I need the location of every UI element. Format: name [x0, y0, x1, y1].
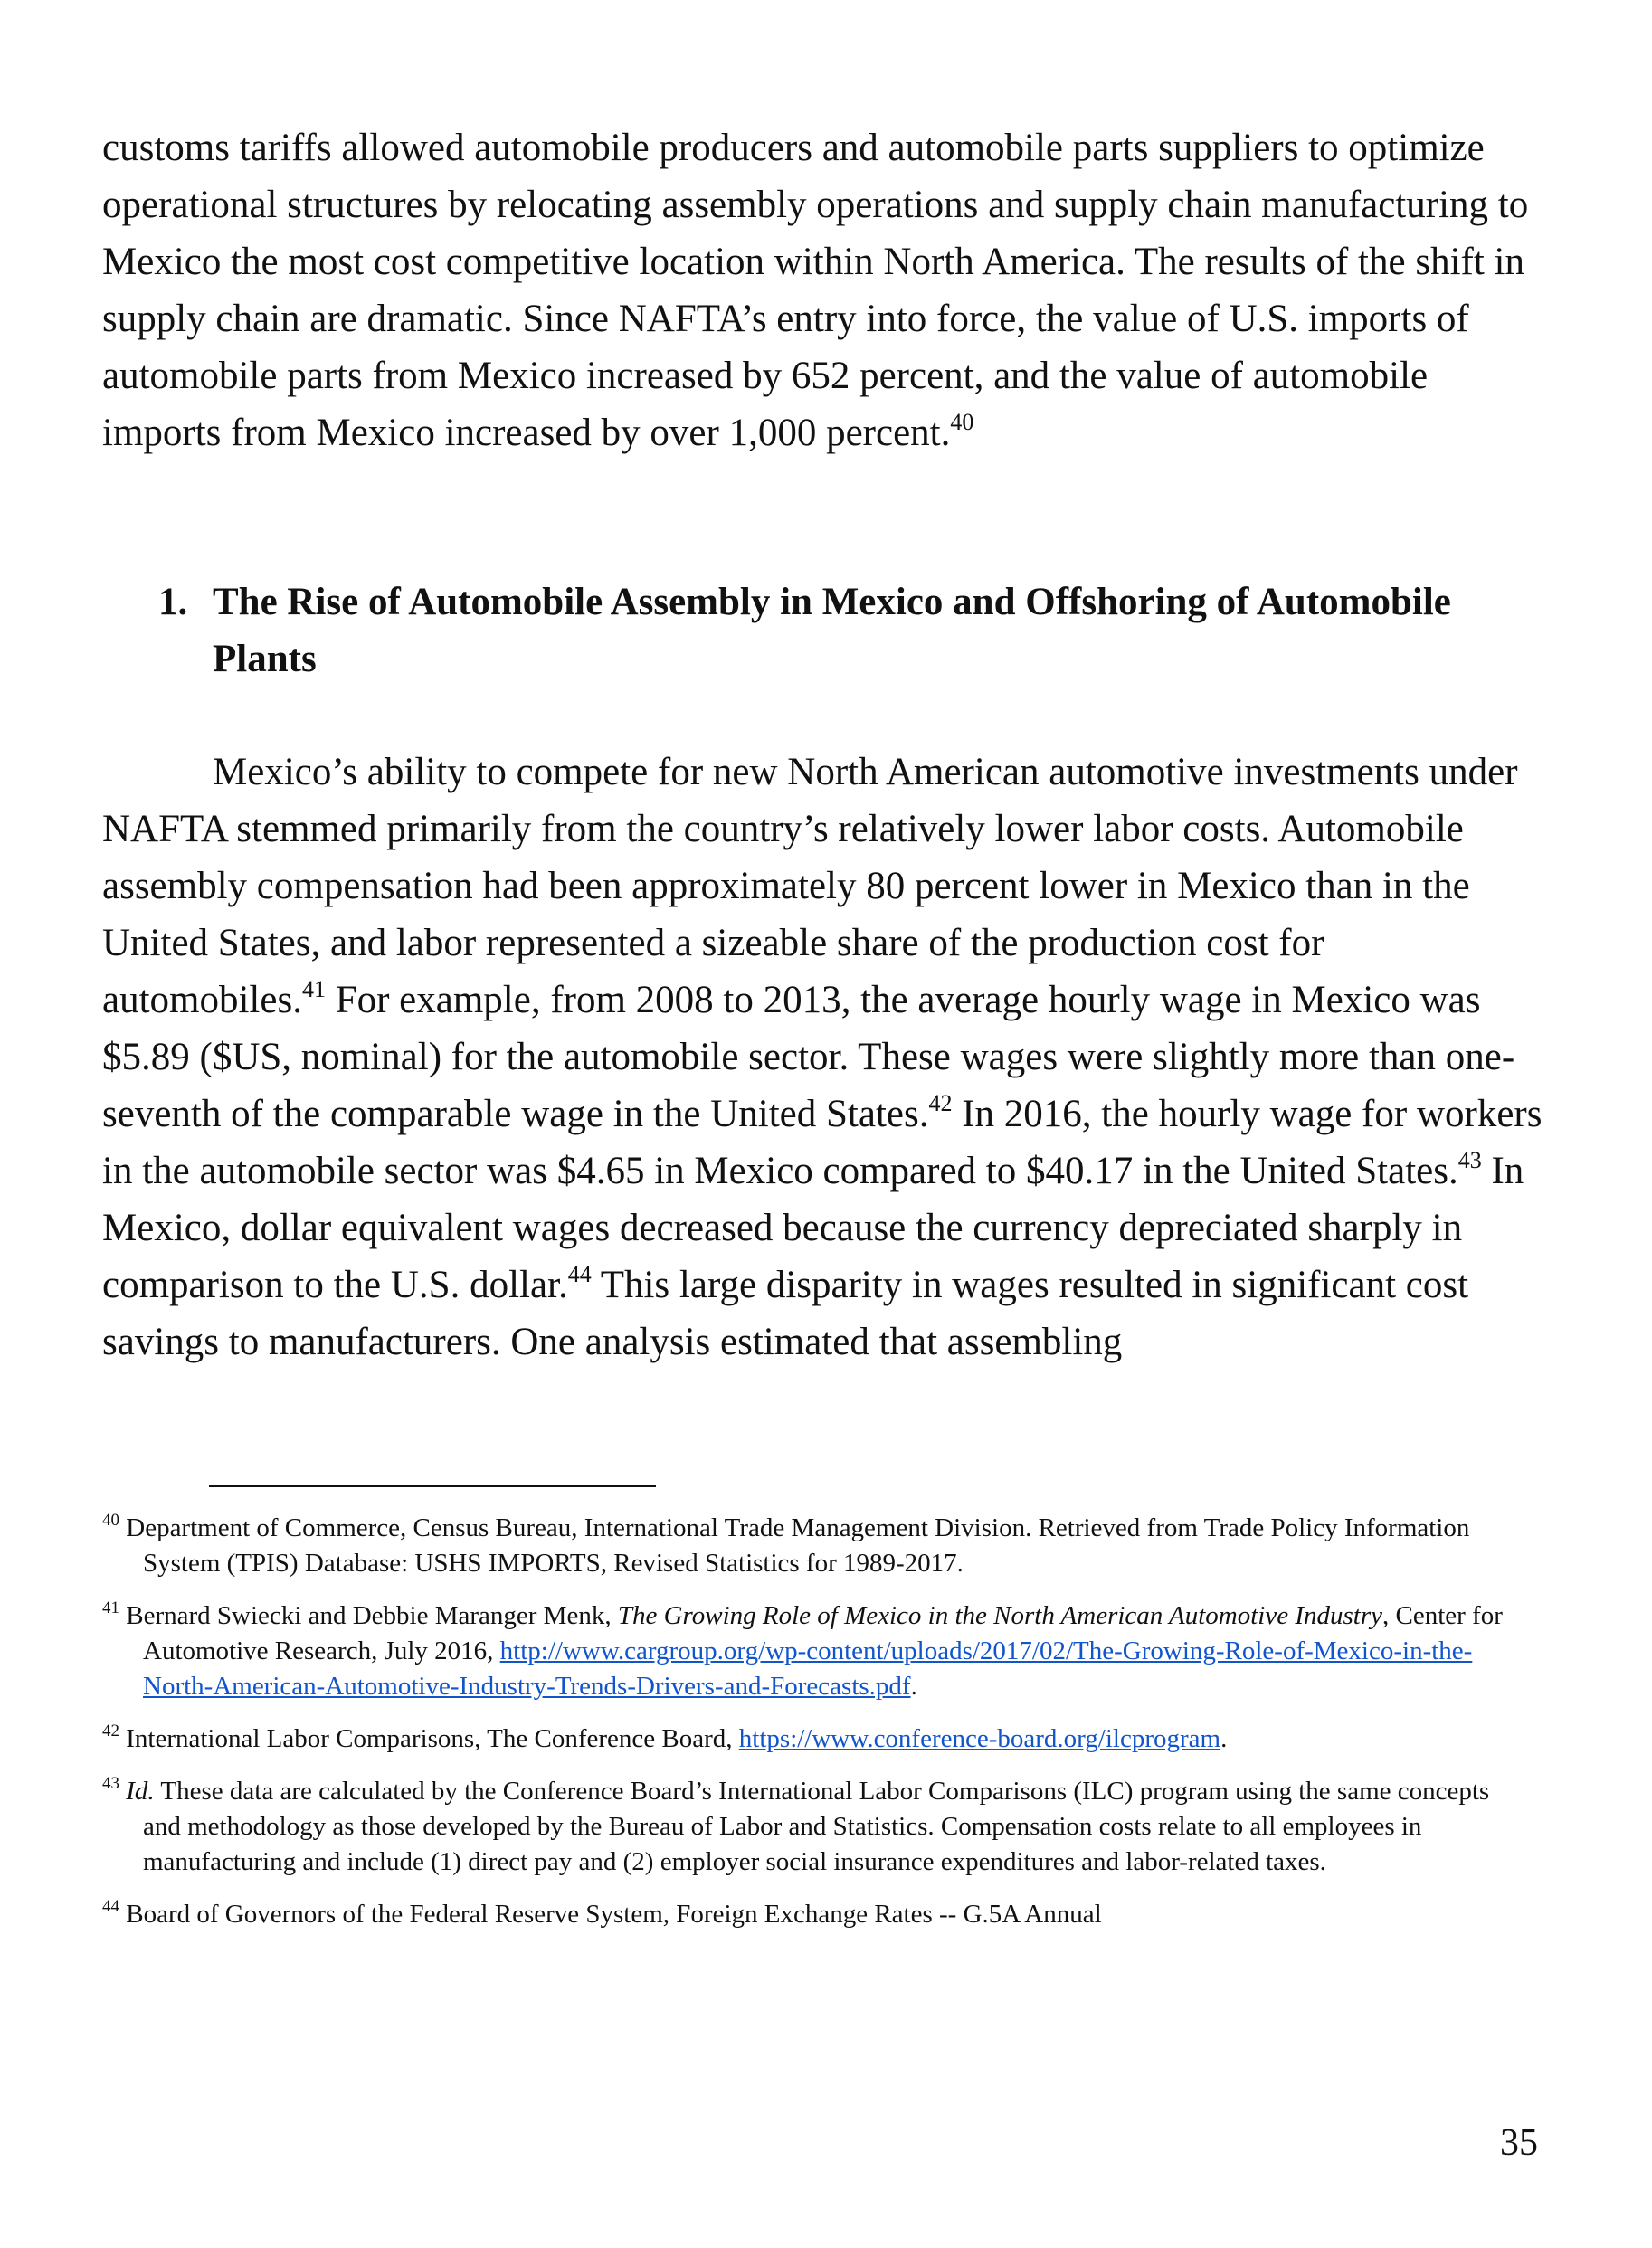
- footnotes-section: [102, 1511, 1514, 1949]
- footnote-publisher: , Center for Automotive Research, July 2016,: [143, 1601, 1503, 1665]
- footnote-text: Board of Governors of the Federal Reserve System, Foreign Exchange Rates -- G.5A Annual: [119, 1900, 1102, 1929]
- footnote-separator: [209, 1485, 656, 1487]
- footnote-ref-43[interactable]: 43: [1457, 1147, 1482, 1173]
- footnote-title: The Growing Role of Mexico in the North American Automotive Industry: [617, 1601, 1383, 1630]
- footnote-number: 42: [102, 1722, 119, 1741]
- footnote-link[interactable]: http://www.cargroup.org/wp-content/uploads/2017/02/The-Growing-Role-of-Mexico-in-the-North-American-Automotive-Industry-Trends-Drivers-and-Forecasts.pdf: [143, 1636, 1473, 1701]
- footnote-44: [102, 1897, 1514, 1932]
- footnote-end: .: [910, 1672, 917, 1701]
- footnote-40: [102, 1511, 1514, 1581]
- body-paragraph-1: [102, 119, 1550, 461]
- footnote-text: These data are calculated by the Conference Board’s International Labor Comparisons (ILC) program using the same concepts and methodology as those developed by the Bureau of Labor and Statistics. Compensation costs relate to all employees in manufacturing and include (1) direct pay and (2) employer social insurance expenditures and labor-related taxes.: [143, 1777, 1490, 1876]
- section-title: The Rise of Automobile Assembly in Mexico and Offshoring of Automobile Plants: [213, 581, 1451, 680]
- footnote-end: .: [1220, 1724, 1228, 1753]
- footnote-ref-44[interactable]: 44: [567, 1261, 592, 1287]
- footnote-42: [102, 1722, 1514, 1757]
- footnote-41: [102, 1598, 1514, 1704]
- footnote-number: 43: [102, 1774, 119, 1793]
- footnote-number: 40: [102, 1511, 119, 1530]
- paragraph-text: For example, from 2008 to 2013, the average hourly wage in Mexico was $5.89 ($US, nominal) for the automobile sector. These wages were slightly more than one-seventh of the comparable wage in the United States.: [102, 979, 1515, 1135]
- paragraph-text: Mexico’s ability to compete for new North American automotive investments under NAFTA stemmed primarily from the country’s relatively lower labor costs. Automobile assembly compensation had been approximately 80 percent lower in Mexico than in the United States, and labor represented a sizeable share of the production cost for automobiles.: [102, 751, 1518, 1021]
- body-paragraph-2: [102, 744, 1550, 1371]
- section-heading: [158, 574, 1479, 688]
- paragraph-text: In 2016, the hourly wage for workers in the automobile sector was $4.65 in Mexico compared to $40.17 in the United States.: [102, 1093, 1543, 1192]
- footnote-text: Department of Commerce, Census Bureau, International Trade Management Division. Retrieved from Trade Policy Information System (TPIS) Database: USHS IMPORTS, Revised Statistics for 1989-2017.: [119, 1513, 1470, 1578]
- paragraph-text: This large disparity in wages resulted in significant cost savings to manufacturers. One analysis estimated that assembling: [102, 1264, 1469, 1363]
- page-number: 35: [1500, 2122, 1538, 2164]
- footnote-id: Id.: [126, 1777, 155, 1806]
- footnote-authors: Bernard Swiecki and Debbie Maranger Menk,: [119, 1601, 618, 1630]
- section-number: 1.: [158, 581, 188, 623]
- footnote-ref-40[interactable]: 40: [950, 409, 974, 435]
- paragraph-text: In Mexico, dollar equivalent wages decreased because the currency depreciated sharply in comparison to the U.S. dollar.: [102, 1150, 1524, 1306]
- footnote-ref-41[interactable]: 41: [301, 976, 326, 1002]
- footnote-text: International Labor Comparisons, The Conference Board,: [119, 1724, 739, 1753]
- footnote-43: [102, 1774, 1514, 1880]
- paragraph-text: customs tariffs allowed automobile producers and automobile parts suppliers to optimize operational structures by relocating assembly operations and supply chain manufacturing to Mexico the most cost competitive location within North America. The results of the shift in supply chain are dramatic. Since NAFTA’s entry into force, the value of U.S. imports of automobile parts from Mexico increased by 652 percent, and the value of automobile imports from Mexico increased by over 1,000 percent.: [102, 127, 1529, 454]
- footnote-number: 44: [102, 1897, 119, 1916]
- footnote-number: 41: [102, 1598, 119, 1617]
- footnote-link[interactable]: https://www.conference-board.org/ilcprogram: [738, 1724, 1221, 1753]
- footnote-ref-42[interactable]: 42: [928, 1090, 953, 1116]
